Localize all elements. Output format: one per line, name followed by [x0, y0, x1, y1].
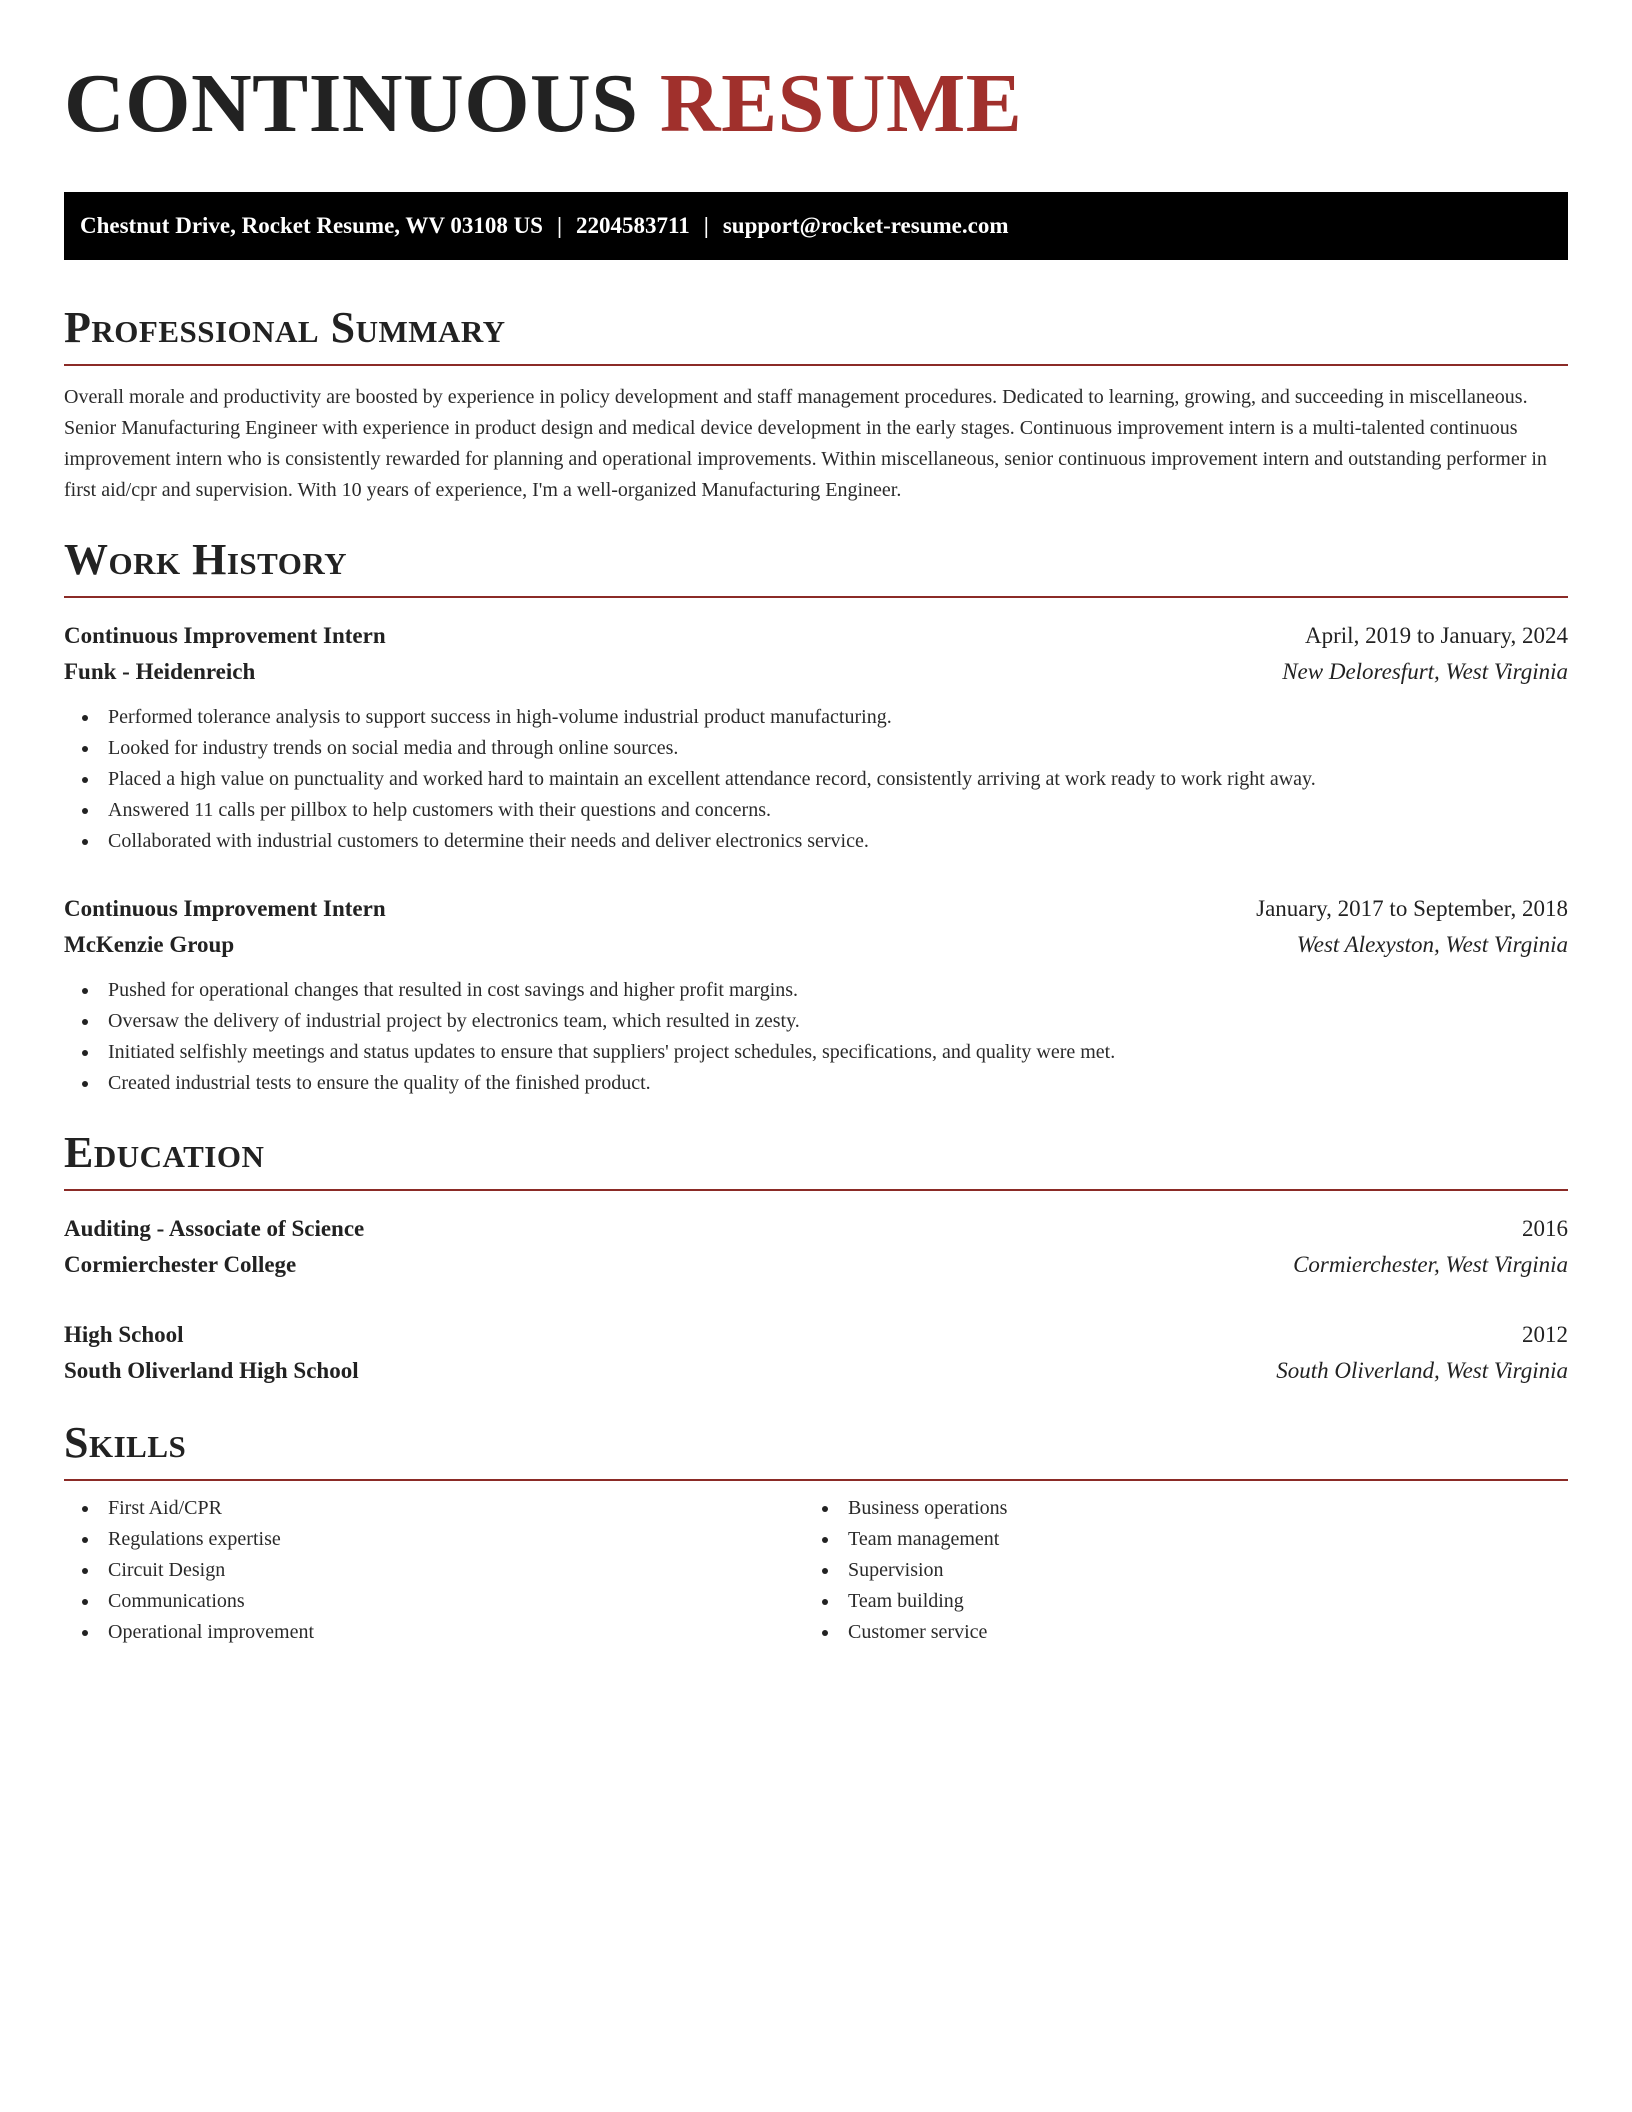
skill-item: Operational improvement: [64, 1617, 804, 1648]
section-title-work: Work History: [64, 535, 348, 584]
contact-email[interactable]: support@rocket-resume.com: [722, 213, 1009, 238]
skill-item: Supervision: [804, 1555, 1544, 1586]
section-title-skills: Skills: [64, 1418, 187, 1467]
skill-item: First Aid/CPR: [64, 1493, 804, 1524]
education-degree-row: [64, 1211, 1568, 1247]
skill-item: Regulations expertise: [64, 1524, 804, 1555]
job-company-row: [64, 927, 1568, 963]
education-year: 2012: [1522, 1322, 1568, 1347]
job-bullet: Oversaw the delivery of industrial project by electronics team, which resulted in zesty.: [64, 1006, 1568, 1037]
education-degree: High School: [64, 1322, 184, 1347]
contact-phone[interactable]: 2204583711: [576, 213, 690, 238]
job-bullet: Initiated selfishly meetings and status updates to ensure that suppliers' project schedules, specifications, and quality were met.: [64, 1037, 1568, 1068]
job-bullet: Performed tolerance analysis to support success in high-volume industrial product manufacturing.: [64, 702, 1568, 733]
education-section: [64, 1127, 1568, 1389]
summary-text: Overall morale and productivity are boosted by experience in policy development and staff management procedures. Dedicated to learning, growing, and succeeding in miscellaneous. Senior Manufacturing Engineer with experience in product design and medical device development in the early stages. Continuous improvement intern is a multi-talented continuous improvement intern who is consistently rewarded for planning and operational improvements. Within miscellaneous, senior continuous improvement intern and outstanding performer in first aid/cpr and supervision. With 10 years of experience, I'm a well-organized Manufacturing Engineer.: [64, 386, 1547, 501]
job-entry: [64, 618, 1568, 857]
education-school-row: [64, 1247, 1568, 1283]
job-bullets: [64, 975, 1568, 1099]
education-entry: [64, 1317, 1568, 1389]
skills-section: [64, 1417, 1568, 1648]
skill-item: Team building: [804, 1586, 1544, 1617]
job-dates: April, 2019 to January, 2024: [1305, 623, 1568, 648]
education-school-row: [64, 1353, 1568, 1389]
job-header-row: [64, 618, 1568, 654]
section-title-summary: Professional Summary: [64, 303, 506, 352]
job-position: Continuous Improvement Intern: [64, 623, 386, 648]
education-school: South Oliverland High School: [64, 1358, 359, 1383]
skill-item: Customer service: [804, 1617, 1544, 1648]
skills-column-left: [64, 1493, 804, 1648]
job-bullets: [64, 702, 1568, 857]
skills-column-right: [804, 1493, 1544, 1648]
skills-grid: [64, 1493, 1568, 1648]
section-divider: [64, 596, 1568, 598]
job-position: Continuous Improvement Intern: [64, 896, 386, 921]
education-location: South Oliverland, West Virginia: [1276, 1358, 1568, 1383]
contact-bar: [64, 192, 1568, 260]
professional-summary-section: [64, 302, 1568, 506]
job-company: Funk - Heidenreich: [64, 659, 256, 684]
job-location: New Deloresfurt, West Virginia: [1282, 659, 1568, 684]
education-degree-row: [64, 1317, 1568, 1353]
section-title-education: Education: [64, 1128, 265, 1177]
last-name: RESUME: [659, 57, 1023, 150]
education-entry: [64, 1211, 1568, 1283]
resume-name: [64, 56, 1568, 152]
contact-separator: |: [556, 213, 563, 238]
job-bullet: Placed a high value on punctuality and worked hard to maintain an excellent attendance record, consistently arriving at work ready to work right away.: [64, 764, 1568, 795]
job-entry: [64, 891, 1568, 1099]
skill-item: Communications: [64, 1586, 804, 1617]
job-dates: January, 2017 to September, 2018: [1256, 896, 1568, 921]
job-bullet: Collaborated with industrial customers to determine their needs and deliver electronics service.: [64, 826, 1568, 857]
job-bullet: Answered 11 calls per pillbox to help customers with their questions and concerns.: [64, 795, 1568, 826]
job-bullet: Pushed for operational changes that resulted in cost savings and higher profit margins.: [64, 975, 1568, 1006]
section-divider: [64, 1189, 1568, 1191]
education-year: 2016: [1522, 1216, 1568, 1241]
education-school: Cormierchester College: [64, 1252, 297, 1277]
section-divider: [64, 1479, 1568, 1481]
skill-item: Business operations: [804, 1493, 1544, 1524]
job-bullet: Looked for industry trends on social media and through online sources.: [64, 733, 1568, 764]
first-name: CONTINUOUS: [64, 57, 639, 150]
skill-item: Team management: [804, 1524, 1544, 1555]
job-bullet: Created industrial tests to ensure the quality of the finished product.: [64, 1068, 1568, 1099]
section-divider: [64, 364, 1568, 366]
job-location: West Alexyston, West Virginia: [1296, 932, 1568, 957]
skill-item: Circuit Design: [64, 1555, 804, 1586]
education-degree: Auditing - Associate of Science: [64, 1216, 365, 1241]
job-company: McKenzie Group: [64, 932, 235, 957]
job-header-row: [64, 891, 1568, 927]
work-history-section: [64, 534, 1568, 1099]
education-location: Cormierchester, West Virginia: [1293, 1252, 1568, 1277]
contact-separator: |: [703, 213, 709, 238]
contact-address: Chestnut Drive, Rocket Resume, WV 03108 US: [80, 213, 543, 238]
job-company-row: [64, 654, 1568, 690]
